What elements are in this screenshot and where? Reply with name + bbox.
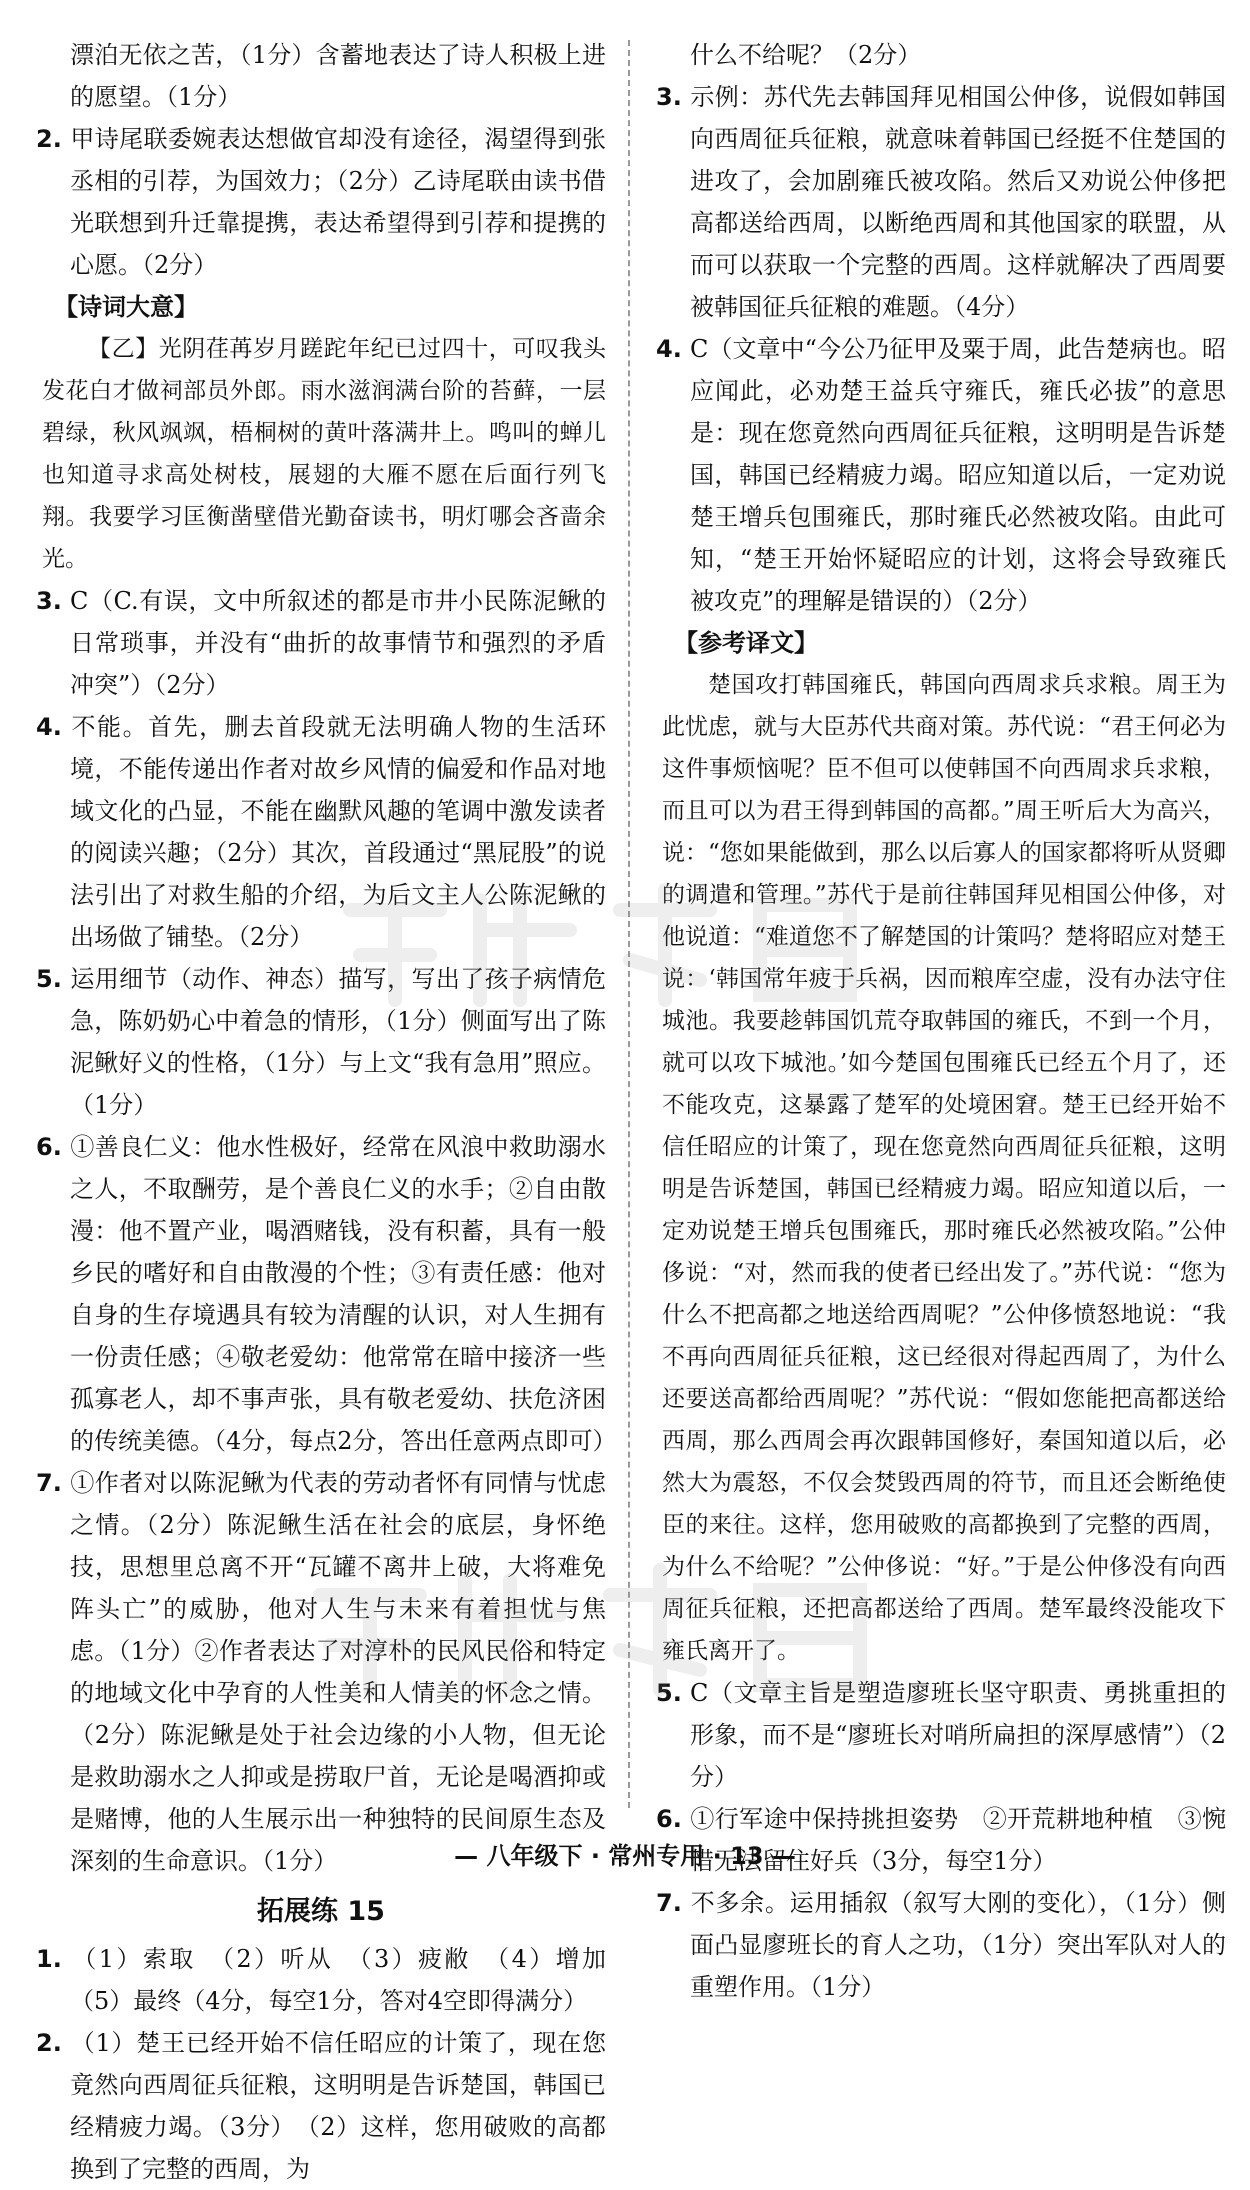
column-divider	[628, 40, 630, 1808]
answer-q5	[36, 958, 606, 1126]
answer-t2-continuation: 什么不给呢？（2分）	[690, 41, 922, 69]
page-footer: — 八年级下 · 常州专用 · 13 —	[454, 1842, 796, 1870]
answer-number: 6.	[36, 1133, 62, 1161]
answer-text: （1）楚王已经开始不信任昭应的计策了，现在您竟然向西周征兵征粮，这明明是告诉楚国，韩国已经精疲力竭。（3分） （2）这样，您用破败的高都换到了完整的西周，为	[70, 2029, 606, 2183]
answer-q7	[36, 1462, 606, 1882]
answer-number: 3.	[36, 587, 62, 615]
heading-reference-translation: 【参考译文】	[674, 629, 818, 657]
answer-number: 4.	[656, 335, 682, 363]
answer-t4	[656, 328, 1226, 622]
answer-number: 2.	[36, 2029, 62, 2057]
answer-number: 6.	[656, 1805, 682, 1833]
answer-text: （1）索取 （2）听从 （3）疲敝 （4）增加 （5）最终（4分，每空1分，答对4空即得满分）	[70, 1945, 630, 2015]
answer-number: 2.	[36, 125, 62, 153]
answer-text: ①善良仁义：他水性极好，经常在风浪中救助溺水之人，不取酬劳，是个善良仁义的水手；②自由散漫：他不置产业，喝酒赌钱，没有积蓄，具有一般乡民的嗜好和自由散漫的个性；③有责任感：他对自身的生存境遇具有较为清醒的认识，对人生拥有一份责任感；④敬老爱幼：他常常在暗中接济一些孤寡老人，却不事声张，具有敬老爱幼、扶危济困的传统美德。（4分，每点2分，答出任意两点即可）	[70, 1133, 617, 1455]
answer-t1	[36, 1938, 630, 2022]
answer-text: 甲诗尾联委婉表达想做官却没有途径，渴望得到张丞相的引荐，为国效力；（2分）乙诗尾联由读书借光联想到升迁靠提携，表达希望得到引荐和提携的心愿。（2分）	[70, 125, 606, 279]
answer-number: 7.	[36, 1469, 62, 1497]
answer-number: 1.	[36, 1945, 62, 1973]
answer-number: 3.	[656, 83, 682, 111]
answer-text: C（文章中“今公乃征甲及粟于周，此告楚病也。昭应闻此，必劝楚王益兵守雍氏，雍氏必拔”的意思是：现在您竟然向西周征兵征粮，这明明是告诉楚国，韩国已经精疲力竭。昭应知道以后，一定劝说楚王增兵包围雍氏，那时雍氏必然被攻陷。由此可知，“楚王开始怀疑昭应的计划，这将会导致雍氏被攻克”的理解是错误的）（2分）	[690, 335, 1226, 615]
answer-t2	[36, 2022, 606, 2190]
answer-number: 5.	[36, 965, 62, 993]
answer-t7	[656, 1882, 1226, 2008]
answer-t5	[656, 1672, 1226, 1798]
right-column	[656, 34, 1226, 2008]
heading-poem-meaning: 【诗词大意】	[54, 293, 198, 321]
answer-q4	[36, 706, 606, 958]
answer-q6	[36, 1126, 617, 1462]
answer-t3	[656, 76, 1226, 328]
answer-text: C（C.有误，文中所叙述的都是市井小民陈泥鳅的日常琐事，并没有“曲折的故事情节和强烈的矛盾冲突”）（2分）	[70, 587, 606, 699]
section-title: 拓展练 15	[257, 1896, 385, 1927]
answer-q2	[36, 118, 606, 286]
answer-text: 不多余。运用插叙（叙写大刚的变化），（1分）侧面凸显廖班长的育人之功，（1分）突出军队对人的重塑作用。（1分）	[690, 1889, 1226, 2001]
answer-q3	[36, 580, 606, 706]
reference-translation-text: 楚国攻打韩国雍氏，韩国向西周求兵求粮。周王为此忧虑，就与大臣苏代共商对策。苏代说：“君王何必为这件事烦恼呢？臣不但可以使韩国不向西周求兵求粮，而且可以为君王得到韩国的高都。”周王听后大为高兴，说：“您如果能做到，那么以后寡人的国家都将听从贤卿的调遣和管理。”苏代于是前往韩国拜见相国公仲侈，对他说道：“难道您不了解楚国的计策吗？楚将昭应对楚王说：‘韩国常年疲于兵祸，因而粮库空虚，没有办法守住城池。我要趁韩国饥荒夺取韩国的雍氏，不到一个月，就可以攻下城池。’如今楚国包围雍氏已经五个月了，还不能攻克，这暴露了楚军的处境困窘。楚王已经开始不信任昭应的计策了，现在您竟然向西周征兵征粮，这明明是告诉楚国，韩国已经精疲力竭。昭应知道以后，一定劝说楚王增兵包围雍氏，那时雍氏必然被攻陷。”公仲侈说：“对，然而我的使者已经出发了。”苏代说：“您为什么不把高都之地送给西周呢？”公仲侈愤怒地说：“我不再向西周征兵征粮，这已经很对得起西周了，为什么还要送高都给西周呢？”苏代说：“假如您能把高都送给西周，那么西周会再次跟韩国修好，秦国知道以后，必然大为震怒，不仅会焚毁西周的符节，而且还会断绝使臣的来往。这样，您用破败的高都换到了完整的西周，为什么不给呢？”公仲侈说：“好。”于是公仲侈没有向西周征兵征粮，还把高都送给了西周。楚军最终没能攻下雍氏离开了。	[662, 672, 1226, 1664]
answer-text: ①行军途中保持挑担姿势 ②开荒耕地种植 ③惋惜无法留住好兵（3分，每空1分）	[690, 1805, 1226, 1875]
answer-number: 4.	[36, 713, 62, 741]
answer-text: 示例：苏代先去韩国拜见相国公仲侈，说假如韩国向西周征兵征粮，就意味着韩国已经挺不住楚国的进攻了，会加剧雍氏被攻陷。然后又劝说公仲侈把高都送给西周，以断绝西周和其他国家的联盟，从而可以获取一个完整的西周。这样就解决了西周要被韩国征兵征粮的难题。（4分）	[690, 83, 1226, 321]
answer-number: 7.	[656, 1889, 682, 1917]
answer-number: 5.	[656, 1679, 682, 1707]
answer-text: ①作者对以陈泥鳅为代表的劳动者怀有同情与忧虑之情。（2分）陈泥鳅生活在社会的底层，身怀绝技，思想里总离不开“瓦罐不离井上破，大将难免阵头亡”的威胁，他对人生与未来有着担忧与焦虑。（1分）②作者表达了对淳朴的民风民俗和特定的地域文化中孕育的人性美和人情美的怀念之情。（2分）陈泥鳅是处于社会边缘的小人物，但无论是救助溺水之人抑或是捞取尸首，无论是喝酒抑或是赌博，他的人生展示出一种独特的民间原生态及深刻的生命意识。（1分）	[70, 1469, 606, 1875]
answer-text: C（文章主旨是塑造廖班长坚守职责、勇挑重担的形象，而不是“廖班长对哨所扁担的深厚感情”）（2分）	[690, 1679, 1226, 1791]
answer-q1-continuation: 漂泊无依之苦，（1分）含蓄地表达了诗人积极上进的愿望。（1分）	[70, 41, 606, 111]
poem-meaning-text: 【乙】光阴荏苒岁月蹉跎年纪已过四十，可叹我头发花白才做祠部员外郎。雨水滋润满台阶的苔藓，一层碧绿，秋风飒飒，梧桐树的黄叶落满井上。鸣叫的蝉儿也知道寻求高处树枝，展翅的大雁不愿在后面行列飞翔。我要学习匡衡凿壁借光勤奋读书，明灯哪会吝啬余光。	[42, 336, 606, 572]
answer-text: 运用细节（动作、神态）描写，写出了孩子病情危急，陈奶奶心中着急的情形，（1分）侧面写出了陈泥鳅好义的性格，（1分）与上文“我有急用”照应。（1分）	[70, 965, 606, 1119]
answer-text: 不能。首先，删去首段就无法明确人物的生活环境，不能传递出作者对故乡风情的偏爱和作品对地域文化的凸显，不能在幽默风趣的笔调中激发读者的阅读兴趣；（2分）其次，首段通过“黑屁股”的说法引出了对救生船的介绍，为后文主人公陈泥鳅的出场做了铺垫。（2分）	[70, 713, 606, 951]
